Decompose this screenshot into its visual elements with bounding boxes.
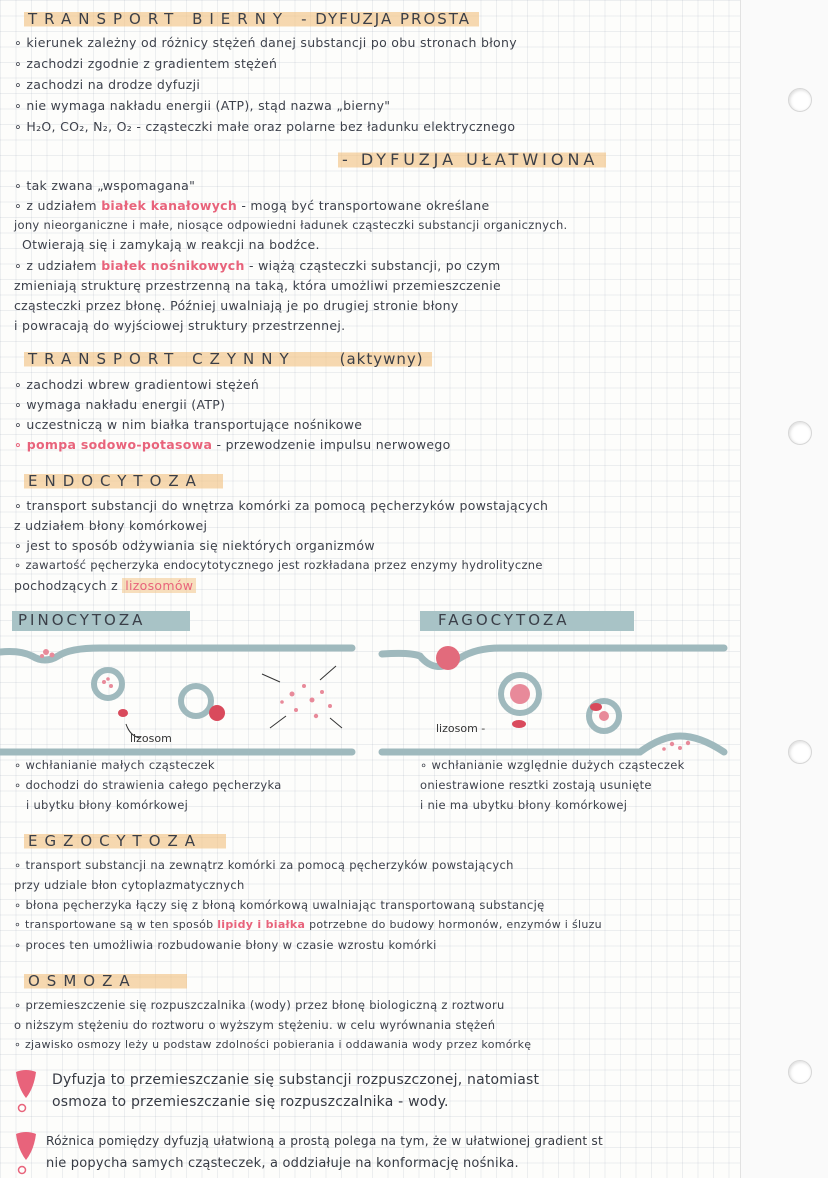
binder-hole	[788, 740, 812, 764]
heading-transport-bierny-text: TRANSPORT BIERNY	[24, 10, 297, 28]
egzocytoza-line-4-a: ∘ transportowane są w ten sposób	[14, 918, 218, 931]
egzocytoza-line-2: przy udziale błon cytoplazmatycznych	[14, 878, 245, 892]
pinocytosis-lysosome-fused	[209, 705, 225, 721]
heading-endocytoza	[24, 472, 223, 490]
ulatwiona-line-2-c: - mogą być transportowane określane	[237, 198, 490, 213]
lizosomow-term: lizosomów	[122, 578, 196, 593]
note-1-line-2: osmoza to przemieszczanie się rozpuszczalnika - wody.	[52, 1094, 449, 1110]
endocytosis-diagram	[0, 636, 740, 756]
phagocytosis-particle	[662, 747, 666, 751]
pinocytosis-arrow	[270, 716, 286, 728]
note-2-line-1: Różnica pomiędzy dyfuzją ułatwioną a prostą polega na tym, że w ułatwionej gradient st	[46, 1134, 603, 1148]
ulatwiona-line-2-a: ∘ z udziałem	[14, 198, 102, 213]
pinocytosis-particle	[320, 690, 324, 694]
phagocytosis-particle-large	[510, 684, 530, 704]
binder-hole	[788, 1060, 812, 1084]
pinocytosis-particle	[40, 654, 44, 658]
heading-osmoza	[24, 972, 187, 990]
pinocytosis-particle	[43, 649, 49, 655]
heading-dyfuzja-ulatwiona	[338, 150, 606, 169]
phagocytosis-particle-large	[436, 646, 460, 670]
pinocytosis-arrow	[330, 718, 342, 728]
fagocytoza-line-3: i nie ma ubytku błony komórkowej	[420, 798, 628, 812]
pinocytosis-particle	[50, 653, 55, 658]
bierny-line-4: ∘ nie wymaga nakładu energii (ATP), stąd nazwa „bierny"	[14, 98, 391, 113]
fagocytoza-lizosom-label: lizosom -	[436, 722, 486, 735]
phagocytosis-particle	[670, 742, 674, 746]
ulatwiona-line-5-c: - wiążą cząsteczki substancji, po czym	[244, 258, 501, 273]
phagocytosis-particle	[678, 746, 682, 750]
czynny-line-1: ∘ zachodzi wbrew gradientowi stężeń	[14, 377, 260, 392]
endocytoza-line-1: ∘ transport substancji do wnętrza komórki za pomocą pęcherzyków powstających	[14, 498, 549, 513]
egzocytoza-line-1: ∘ transport substancji na zewnątrz komórki za pomocą pęcherzyków powstających	[14, 858, 514, 872]
czynny-line-3: ∘ uczestniczą w nim białka transportujące nośnikowe	[14, 417, 363, 432]
ulatwiona-line-6: zmieniają strukturę przestrzenną na taką, która umożliwi przemieszczenie	[14, 278, 502, 293]
phagocytosis-lysosome	[590, 703, 602, 711]
bialka-nosnikowe-term: białek nośnikowych	[101, 258, 245, 273]
egzocytoza-line-3: ∘ błona pęcherzyka łączy się z błoną komórkową uwalniając transportowaną substancję	[14, 898, 545, 912]
endocytoza-line-5-a: pochodzących z	[14, 578, 123, 593]
heading-transport-czynny	[24, 350, 432, 368]
ulatwiona-line-3: jony nieorganiczne i małe, niosące odpowiedni ładunek cząsteczki substancji organicznych.	[14, 218, 568, 232]
pinocytosis-particle	[310, 698, 315, 703]
ulatwiona-line-7: cząsteczki przez błonę. Później uwalniają je po drugiej stronie błony	[14, 298, 459, 313]
pinocytosis-particle	[290, 692, 295, 697]
pinocytosis-particle	[280, 700, 284, 704]
endocytoza-line-4: ∘ zawartość pęcherzyka endocytotycznego jest rozkładana przez enzymy hydrolityczne	[14, 558, 543, 572]
pinocytosis-particle	[102, 680, 106, 684]
phagocytosis-particle	[599, 711, 609, 721]
heading-transport-bierny	[24, 10, 479, 28]
pin-marker-icon	[12, 1130, 42, 1176]
pinocytosis-arrow	[320, 666, 336, 680]
czynny-line-4-b: - przewodzenie impulsu nerwowego	[212, 437, 451, 452]
heading-egzocytoza	[24, 832, 226, 850]
endocytoza-line-3: ∘ jest to sposób odżywiania się niektórych organizmów	[14, 538, 375, 553]
binder-hole	[788, 88, 812, 112]
endocytoza-line-5	[14, 578, 196, 593]
pinocytosis-particle	[314, 714, 318, 718]
heading-dyfuzja-prosta: - DYFUZJA PROSTA	[297, 10, 479, 28]
pinocytoza-line-2: ∘ dochodzi do strawienia całego pęcherzyka	[14, 778, 282, 792]
czynny-line-4	[14, 437, 451, 452]
ulatwiona-line-2	[14, 198, 489, 213]
fagocytoza-title: FAGOCYTOZA	[438, 611, 570, 629]
bierny-line-5: ∘ H₂O, CO₂, N₂, O₂ - cząsteczki małe oraz polarne bez ładunku elektrycznego	[14, 119, 516, 134]
pinocytosis-particle	[109, 684, 113, 688]
pinocytosis-particle	[294, 708, 298, 712]
lipidy-bialka-term: lipidy i białka	[217, 918, 306, 931]
pinocytosis-diagram	[0, 648, 352, 752]
pinocytoza-line-1: ∘ wchłanianie małych cząsteczek	[14, 758, 215, 772]
heading-aktywny: (aktywny)	[336, 350, 432, 368]
binder-hole	[788, 421, 812, 445]
pompa-sodowo-potasowa-term: ∘ pompa sodowo-potasowa	[14, 437, 213, 452]
fagocytoza-line-2: oniestrawione resztki zostają usunięte	[420, 778, 652, 792]
bierny-line-1: ∘ kierunek zależny od różnicy stężeń danej substancji po obu stronach błony	[14, 35, 517, 50]
heading-transport-czynny-text: TRANSPORT CZYNNY	[24, 350, 336, 368]
pinocytosis-particle	[328, 704, 332, 708]
ulatwiona-line-5	[14, 258, 500, 273]
ulatwiona-line-1: ∘ tak zwana „wspomagana"	[14, 178, 196, 193]
heading-egzocytoza-text: EGZOCYTOZA	[24, 832, 226, 850]
phagocytosis-lysosome	[512, 720, 526, 728]
endocytoza-line-2: z udziałem błony komórkowej	[14, 518, 208, 533]
osmoza-line-2: o niższym stężeniu do roztworu o wyższym stężeniu. w celu wyrównania stężeń	[14, 1018, 496, 1032]
pin-marker-icon	[12, 1068, 42, 1114]
pinocytoza-title: PINOCYTOZA	[18, 611, 146, 629]
ulatwiona-line-4: Otwierają się i zamykają w reakcji na bodźce.	[22, 237, 320, 252]
note-2-line-2: nie popycha samych cząsteczek, a oddziałuje na konformację nośnika.	[46, 1156, 519, 1171]
heading-dyfuzja-ulatwiona-text: - DYFUZJA UŁATWIONA	[338, 150, 606, 169]
fagocytoza-line-1: ∘ wchłanianie względnie dużych cząsteczek	[420, 758, 685, 772]
heading-endocytoza-text: ENDOCYTOZA	[24, 472, 223, 490]
pinocytosis-particle	[302, 684, 306, 688]
heading-osmoza-text: OSMOZA	[24, 972, 187, 990]
egzocytoza-line-4	[14, 918, 602, 931]
egzocytoza-line-4-c: potrzebne do budowy hormonów, enzymów i śluzu	[305, 918, 602, 931]
bialka-kanalowe-term: białek kanałowych	[101, 198, 238, 213]
page-margin	[740, 0, 828, 1178]
phagocytosis-particle	[686, 741, 690, 745]
osmoza-line-1: ∘ przemieszczenie się rozpuszczalnika (wody) przez błonę biologiczną z roztworu	[14, 998, 505, 1012]
pinocytoza-lizosom-label: lizosom	[130, 732, 172, 745]
bierny-line-2: ∘ zachodzi zgodnie z gradientem stężeń	[14, 56, 278, 71]
pinocytosis-particle	[106, 677, 110, 681]
phagocytosis-top-membrane	[382, 648, 724, 667]
osmoza-line-3: ∘ zjawisko osmozy leży u podstaw zdolności pobierania i oddawania wody przez komórkę	[14, 1038, 532, 1051]
ulatwiona-line-8: i powracają do wyjściowej struktury przestrzennej.	[14, 318, 346, 333]
bierny-line-3: ∘ zachodzi na drodze dyfuzji	[14, 77, 201, 92]
note-1-line-1: Dyfuzja to przemieszczanie się substancji rozpuszczonej, natomiast	[52, 1072, 540, 1088]
egzocytoza-line-5: ∘ proces ten umożliwia rozbudowanie błony w czasie wzrostu komórki	[14, 938, 437, 952]
pinocytosis-vesicle	[181, 686, 211, 716]
czynny-line-2: ∘ wymaga nakładu energii (ATP)	[14, 397, 226, 412]
pinocytosis-vesicle	[94, 670, 122, 698]
pinocytoza-line-3: i ubytku błony komórkowej	[26, 798, 189, 812]
pinocytosis-arrow	[262, 674, 280, 682]
phagocytosis-diagram	[382, 646, 724, 752]
ulatwiona-line-5-a: ∘ z udziałem	[14, 258, 102, 273]
pinocytosis-lysosome	[118, 709, 128, 717]
